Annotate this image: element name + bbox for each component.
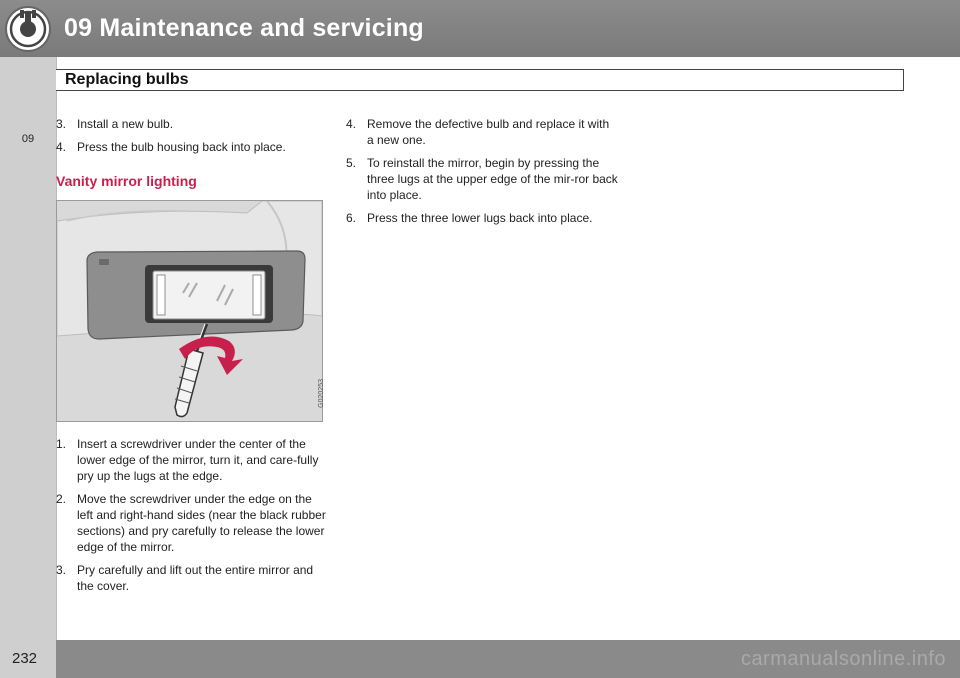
step-text: Install a new bulb. [77, 117, 174, 131]
step-number: 1. [56, 437, 67, 451]
sun-visor-mirror-icon [87, 251, 305, 339]
chapter-header [0, 0, 960, 57]
step-number: 5. [346, 156, 357, 170]
step-text: Insert a screwdriver under the center of the lower edge of the mirror, turn it, and care-fully pry up the lugs at the edge. [77, 437, 319, 483]
left-column [56, 116, 326, 601]
list-item [56, 116, 326, 132]
steps-list-right [346, 116, 618, 226]
watermark: carmanualsonline.info [740, 648, 946, 670]
list-item [346, 210, 618, 226]
illustration-drawing [57, 201, 322, 421]
subheading: Vanity mirror lighting [56, 173, 197, 189]
step-text: Press the bulb housing back into place. [77, 140, 286, 154]
step-number: 4. [56, 140, 67, 154]
illustration-code: G020253 [318, 379, 325, 408]
chapter-title: 09 Maintenance and servicing [64, 14, 424, 42]
step-text: Remove the defective bulb and replace it with a new one. [367, 117, 610, 147]
chapter-side-tab [0, 57, 57, 640]
step-number: 3. [56, 117, 67, 131]
list-item [56, 436, 326, 484]
vanity-mirror-illustration [56, 200, 323, 422]
page-number: 232 [12, 650, 38, 667]
step-number: 3. [56, 563, 67, 577]
section-bar [56, 69, 904, 91]
section-title: Replacing bulbs [65, 71, 189, 88]
page-number-box [0, 640, 56, 678]
step-number: 4. [346, 117, 357, 131]
step-text: Pry carefully and lift out the entire mirror and the cover. [77, 563, 314, 593]
step-number: 2. [56, 492, 67, 506]
step-text: Press the three lower lugs back into place. [367, 211, 593, 225]
wrench-gear-icon [3, 4, 53, 54]
step-number: 6. [346, 211, 357, 225]
list-item [346, 155, 618, 203]
list-item [56, 491, 326, 555]
list-item [346, 116, 618, 148]
step-text: Move the screwdriver under the edge on the left and right-hand sides (near the black rubber sections) and pry carefully to release the lower edge of the mirror. [77, 492, 326, 554]
steps-list-top [56, 116, 326, 155]
right-column [346, 116, 618, 233]
side-tab-label: 09 [21, 133, 35, 145]
list-item [56, 562, 326, 594]
steps-list-bottom [56, 436, 326, 594]
list-item [56, 139, 326, 155]
step-text: To reinstall the mirror, begin by pressing the three lugs at the upper edge of the mir-ror back into place. [367, 156, 618, 202]
